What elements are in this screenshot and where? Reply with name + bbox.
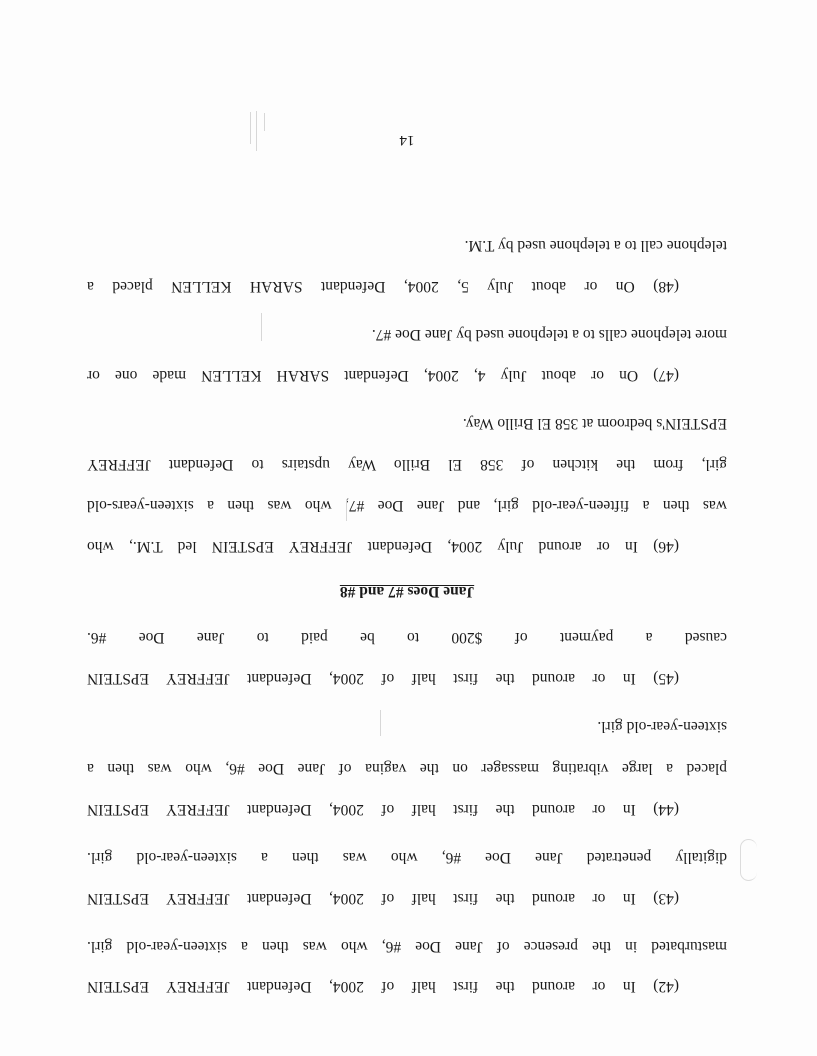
paragraph-46-line-3: girl, from the kitchen of 358 El Brillo Way upstairs to Defendant JEFFREY bbox=[87, 456, 727, 473]
paragraph-43-line-1: (43) In or around the first half of 2004, Defendant JEFFREY EPSTEIN bbox=[87, 890, 679, 907]
paragraph-44-line-1: (44) In or around the first half of 2004, Defendant JEFFREY EPSTEIN bbox=[87, 801, 679, 818]
paragraph-47-line-2: more telephone calls to a telephone used by Jane Doe #7. bbox=[371, 326, 727, 343]
paragraph-47-line-1: (47) On or about July 4, 2004, Defendant SARAH KELLEN made one or bbox=[87, 367, 679, 384]
paragraph-48-line-2: telephone call to a telephone used by T.M. bbox=[464, 237, 727, 254]
scan-artifact-bracket bbox=[740, 839, 757, 881]
scan-artifact-mark bbox=[380, 710, 381, 736]
paragraph-45-line-1: (45) In or around the first half of 2004, Defendant JEFFREY EPSTEIN bbox=[87, 670, 679, 687]
paragraph-48-line-1: (48) On or about July 5, 2004, Defendant SARAH KELLEN placed a bbox=[87, 278, 679, 295]
paragraph-42-line-1: (42) In or around the first half of 2004, Defendant JEFFREY EPSTEIN bbox=[87, 978, 679, 995]
paragraph-45-line-2: caused a payment of $200 to be paid to Jane Doe #6. bbox=[87, 629, 727, 646]
section-heading: Jane Does #7 and #8 bbox=[339, 583, 475, 600]
page-number: 14 bbox=[399, 132, 415, 148]
scan-artifact-mark bbox=[264, 113, 265, 131]
scan-artifact-mark bbox=[256, 111, 257, 151]
scan-artifact-mark bbox=[261, 313, 262, 341]
paragraph-42-line-2: masturbated in the presence of Jane Doe #6, who was then a sixteen-year-old girl. bbox=[87, 938, 727, 955]
scan-artifact-mark bbox=[250, 112, 251, 144]
paragraph-44-line-3: sixteen-year-old girl. bbox=[597, 718, 727, 735]
paragraph-43-line-2: digitally penetrated Jane Doe #6, who was then a sixteen-year-old girl. bbox=[87, 849, 727, 866]
scan-artifact-mark bbox=[346, 499, 347, 521]
paragraph-46-line-2: was then a fifteen-year-old girl, and Jane Doe #7, who was then a sixteen-years-old bbox=[87, 497, 727, 514]
paragraph-46-line-1: (46) In or around July 2004, Defendant JEFFREY EPSTEIN led T.M., who bbox=[87, 538, 679, 555]
paragraph-44-line-2: placed a large vibrating massager on the vagina of Jane Doe #6, who was then a bbox=[87, 760, 727, 777]
paragraph-46-line-4: EPSTEIN's bedroom at 358 El Brillo Way. bbox=[462, 415, 727, 432]
